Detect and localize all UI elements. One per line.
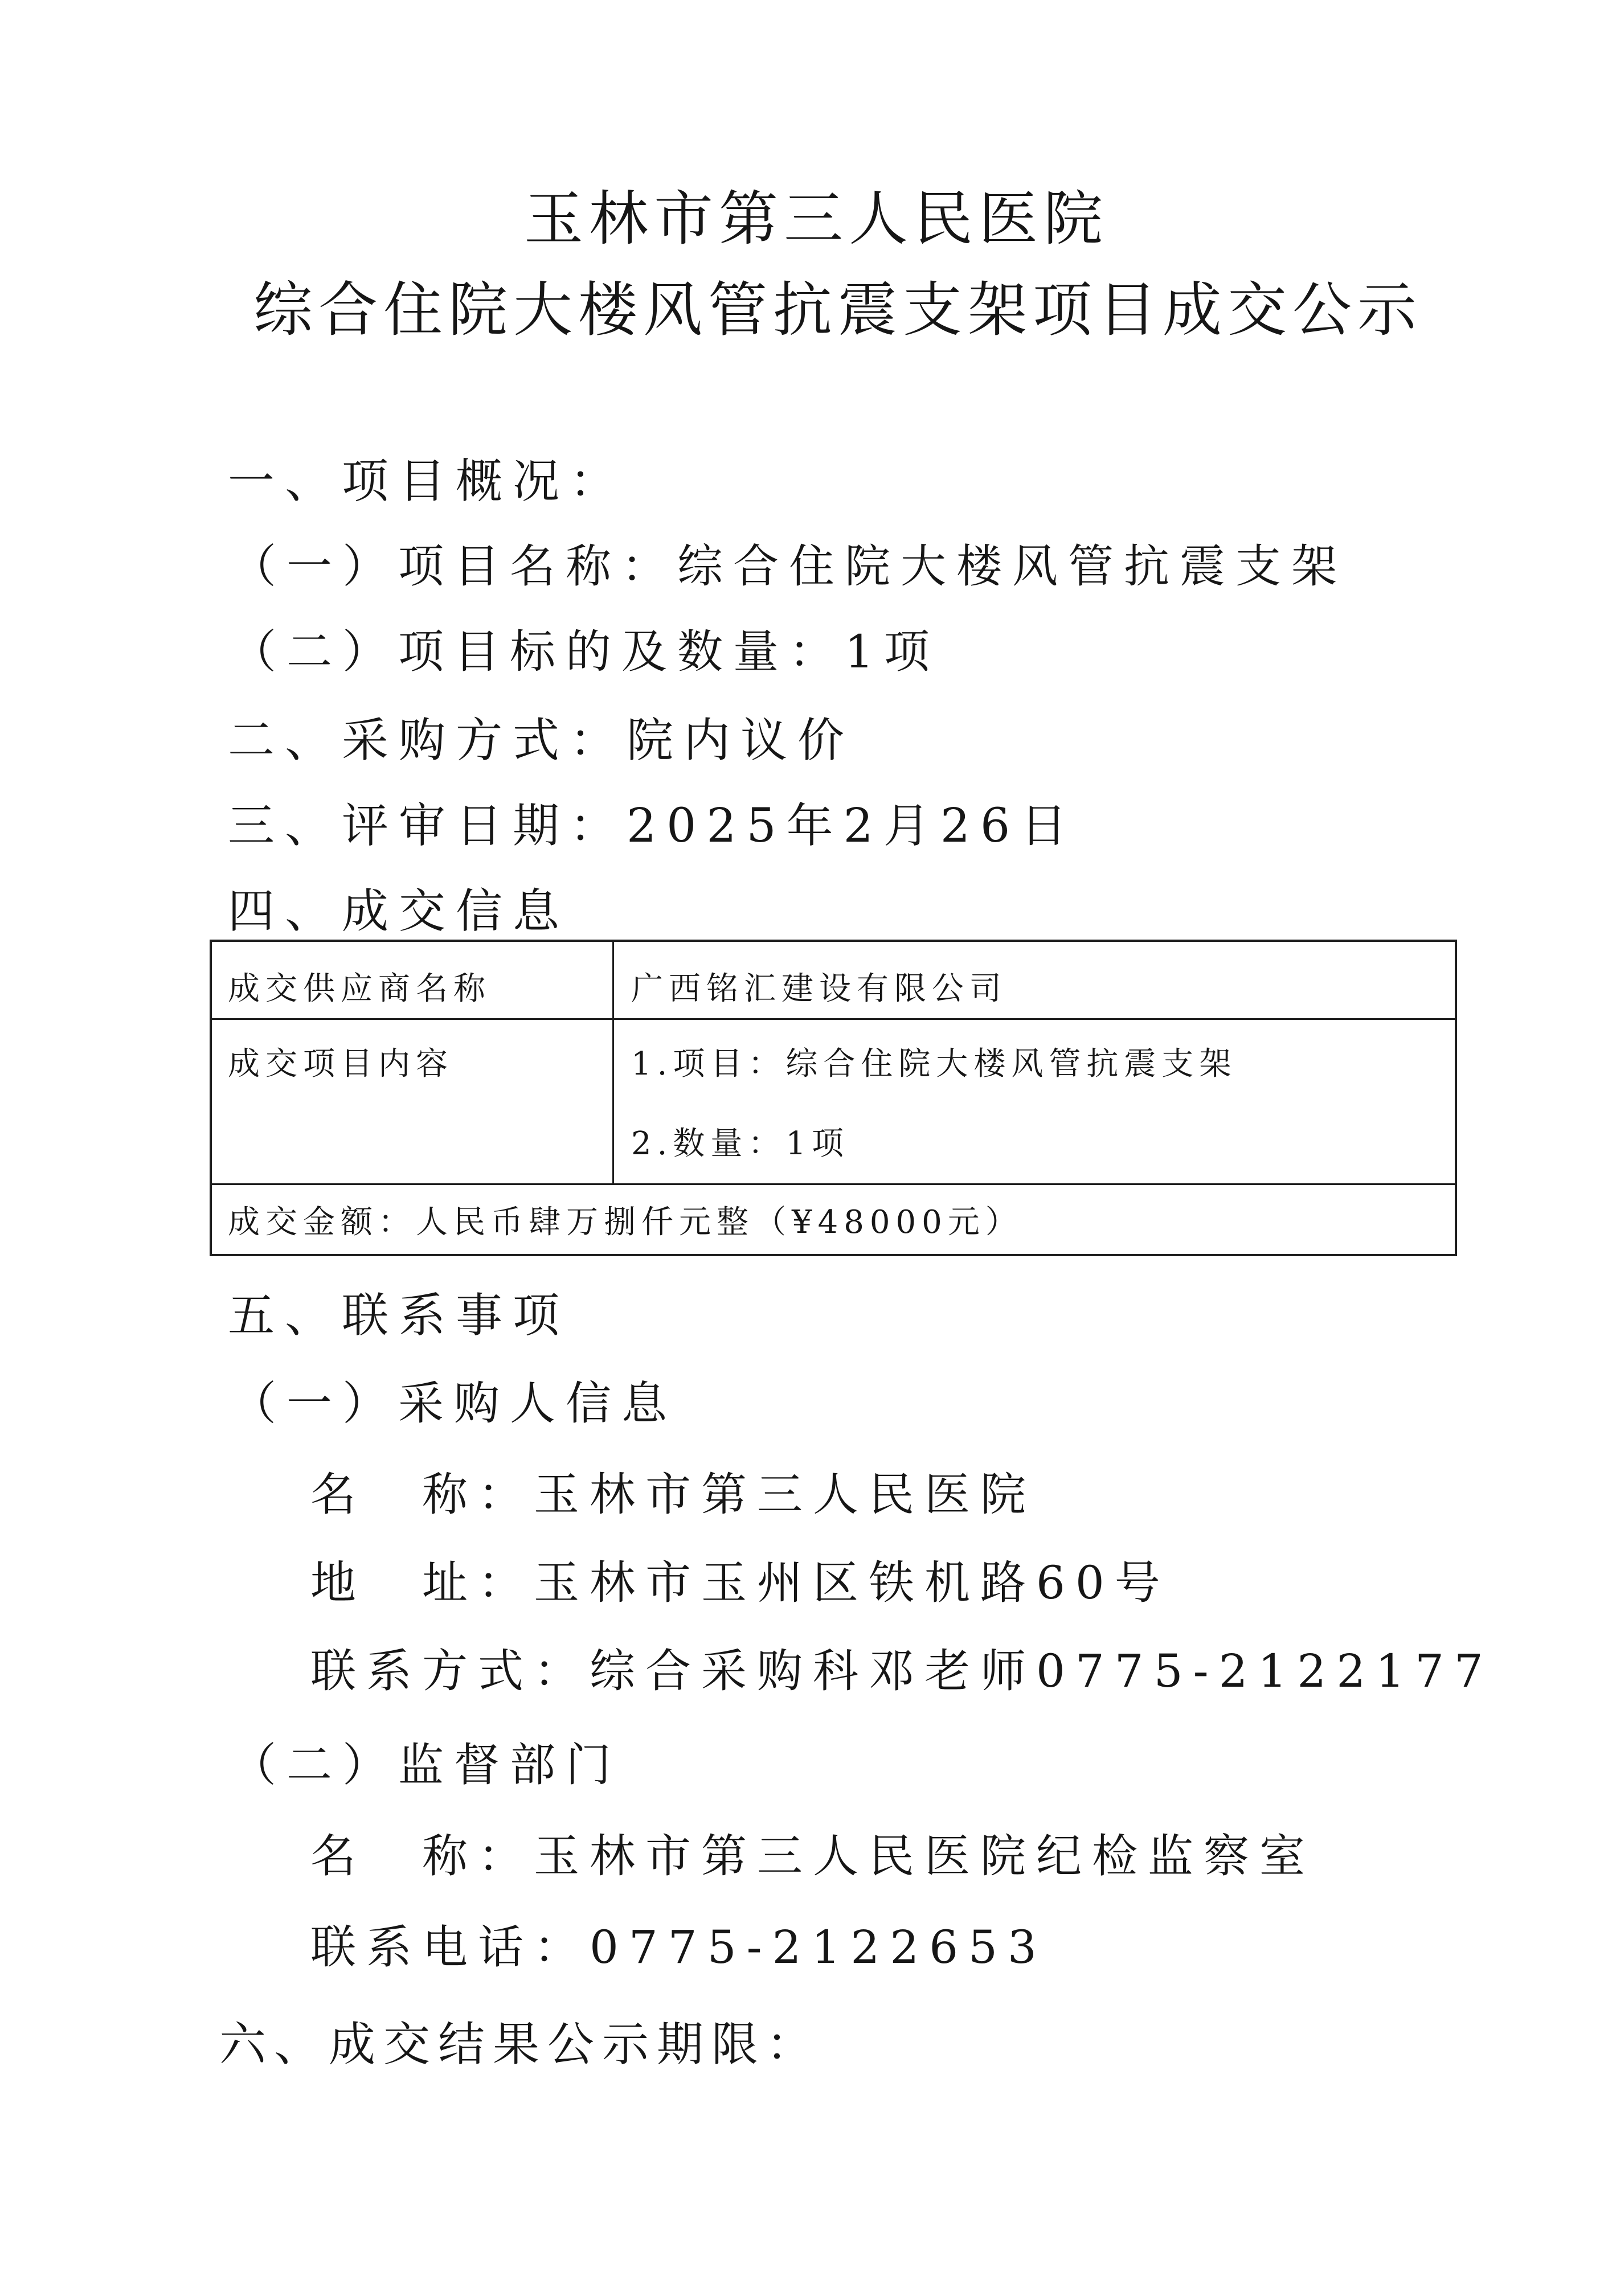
table-divider — [212, 1018, 1455, 1020]
content-item-quantity: 2.数量：1项 — [631, 1125, 850, 1162]
supplier-value: 广西铭汇建设有限公司 — [631, 970, 1007, 1007]
project-quantity: （二）项目标的及数量：1项 — [231, 625, 940, 678]
purchaser-contact: 联系方式：综合采购科邓老师0775-2122177 — [310, 1645, 1493, 1698]
supervision-phone: 联系电话：0775-2122653 — [310, 1921, 1047, 1974]
content-label: 成交项目内容 — [228, 1046, 453, 1083]
table-divider — [212, 1183, 1455, 1185]
section-review-date: 三、评审日期：2025年2月26日 — [228, 799, 1078, 853]
supervision-heading: （二）监督部门 — [231, 1739, 621, 1791]
section-publicity-period: 六、成交结果公示期限： — [219, 2018, 821, 2072]
deal-info-table — [210, 940, 1457, 1256]
content-item-project: 1.项目：综合住院大楼风管抗震支架 — [631, 1046, 1237, 1083]
title-hospital: 玉林市第三人民医院 — [524, 184, 1109, 253]
supplier-label: 成交供应商名称 — [228, 970, 491, 1007]
section-deal-info: 四、成交信息 — [228, 884, 570, 938]
supervision-name: 名 称：玉林市第三人民医院纪检监察室 — [310, 1830, 1315, 1883]
project-name: （一）项目名称：综合住院大楼风管抗震支架 — [231, 540, 1347, 593]
purchaser-address: 地 址：玉林市玉州区铁机路60号 — [310, 1556, 1171, 1609]
section-procurement-method: 二、采购方式：院内议价 — [228, 714, 855, 768]
deal-amount: 成交金额：人民币肆万捌仟元整（¥48000元） — [228, 1204, 1023, 1241]
purchaser-name: 名 称：玉林市第三人民医院 — [310, 1468, 1036, 1521]
section-project-overview: 一、项目概况： — [228, 454, 627, 509]
title-announcement: 综合住院大楼风管抗震支架项目成交公示 — [253, 275, 1423, 345]
section-contact: 五、联系事项 — [228, 1289, 570, 1343]
table-column-divider — [612, 942, 614, 1183]
purchaser-info-heading: （一）采购人信息 — [231, 1377, 677, 1430]
